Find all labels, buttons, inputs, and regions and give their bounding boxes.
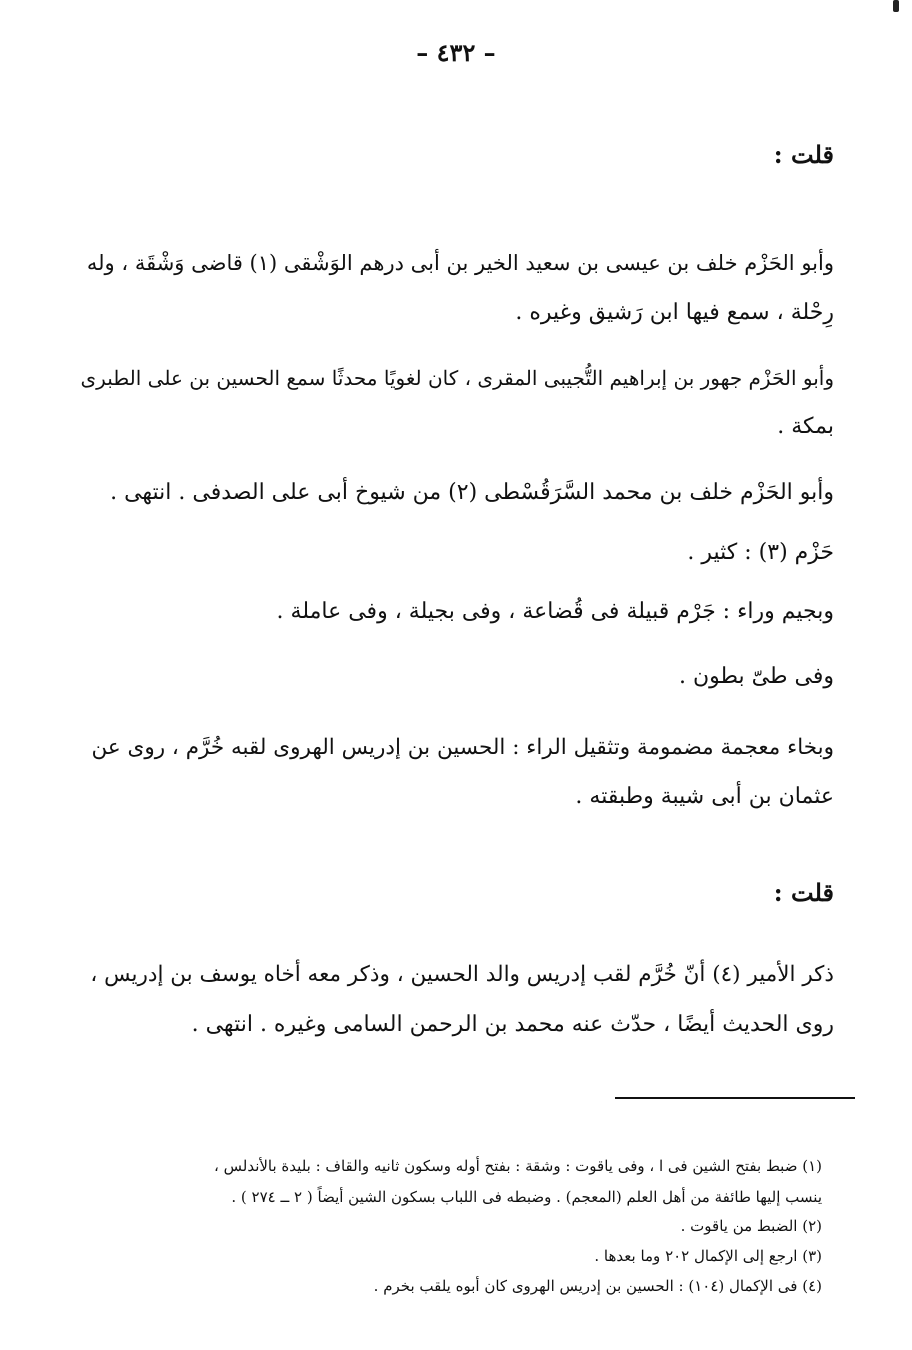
text-line: حَزْم (٣) : كثير . bbox=[687, 540, 834, 565]
text-line: وبجيم وراء : جَرْم قبيلة فى قُضاعة ، وفى بجيلة ، وفى عاملة . bbox=[276, 599, 834, 624]
footnote-divider bbox=[615, 1097, 855, 1099]
footnote-line: (٢) الضبط من ياقوت . bbox=[680, 1217, 822, 1235]
text-line: روى الحديث أيضًا ، حدّث عنه محمد بن الرحمن السامى وغيره . انتهى . bbox=[191, 1012, 834, 1037]
section-heading: قلت : bbox=[773, 878, 834, 907]
text-line: وأبو الحَزْم جهور بن إبراهيم التُّجيبى المقرى ، كان لغويًا محدثًا سمع الحسين بن على الطبرى bbox=[80, 366, 834, 390]
text-line: بمكة . bbox=[777, 414, 834, 439]
ink-mark bbox=[893, 0, 899, 12]
footnote-line: (٣) ارجع إلى الإكمال ٢٠٢ وما بعدها . bbox=[594, 1247, 822, 1265]
footnote-line: ينسب إليها طائفة من أهل العلم (المعجم) . وضبطه فى اللباب بسكون الشين أيضاً ( ٢ ــ ٢٧٤ ) . bbox=[231, 1188, 822, 1206]
page-number: – ٤٣٢ – bbox=[416, 38, 496, 67]
text-line: وأبو الحَزْم خلف بن عيسى بن سعيد الخير بن أبى درهم الوَشْقى (١) قاضى وَشْقَة ، وله bbox=[86, 251, 834, 275]
text-line: وفى طىّ بطون . bbox=[679, 664, 834, 689]
text-line: وبخاء معجمة مضمومة وتثقيل الراء : الحسين بن إدريس الهروى لقبه خُرَّم ، روى عن bbox=[91, 735, 834, 760]
text-line: وأبو الحَزْم خلف بن محمد السَّرَقُسْطى (٢) من شيوخ أبى على الصدفى . انتهى . bbox=[110, 480, 834, 505]
text-line: رِحْلة ، سمع فيها ابن رَشيق وغيره . bbox=[515, 300, 834, 325]
footnote-line: (١) ضبط بفتح الشين فى ا ، وفى ياقوت : وشقة : بفتح أوله وسكون ثانيه والقاف : بليدة بالأندلس ، bbox=[214, 1157, 822, 1175]
text-line: ذكر الأمير (٤) أنّ خُرَّم لقب إدريس والد الحسين ، وذكر معه أخاه يوسف بن إدريس ، bbox=[90, 962, 834, 987]
section-heading: قلت : bbox=[773, 140, 834, 169]
text-line: عثمان بن أبى شيبة وطبقته . bbox=[575, 784, 834, 809]
footnote-line: (٤) فى الإكمال (١٠٤) : الحسين بن إدريس الهروى كان أبوه يلقب بخرم . bbox=[373, 1277, 822, 1295]
